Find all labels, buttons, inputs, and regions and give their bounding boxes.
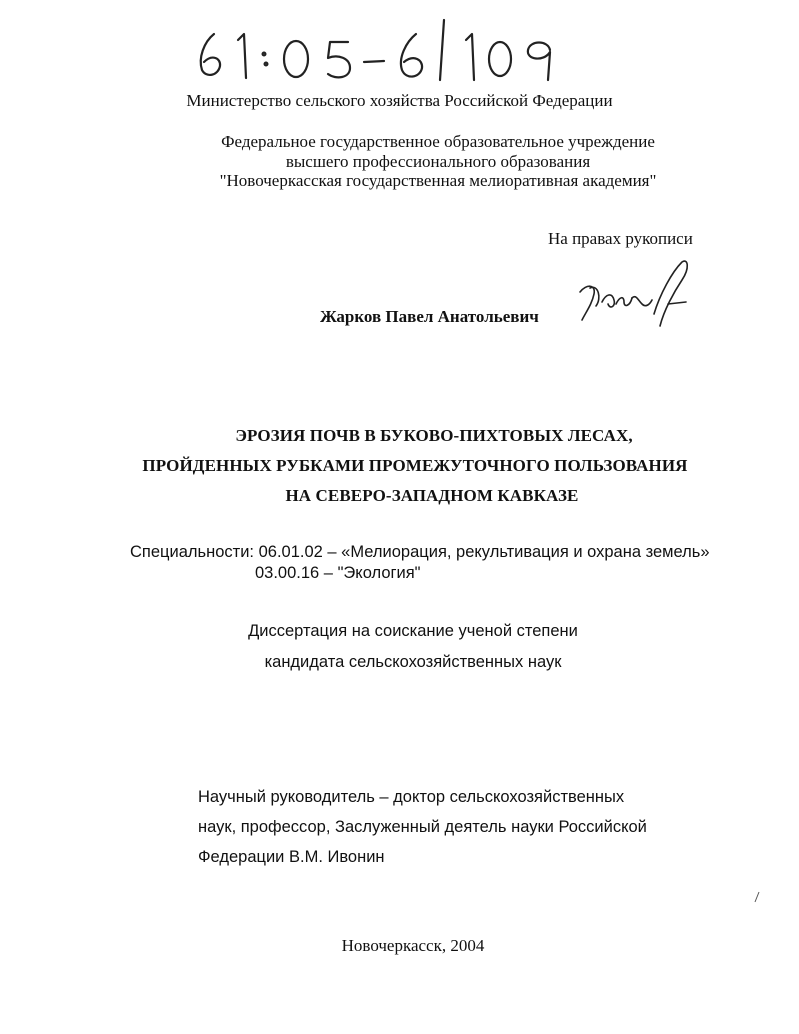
pencil-mark (752, 890, 762, 904)
place-year: Новочеркасск, 2004 (341, 936, 485, 955)
author-signature (572, 254, 700, 330)
manuscript-rights: На правах рукописи (548, 229, 693, 248)
institution-line-2: высшего профессионального образования (285, 152, 591, 171)
institution-line-1: Федеральное государственное образовательное учреждение (221, 132, 655, 151)
degree-line-2: кандидата сельскохозяйственных наук (264, 653, 562, 671)
specialties-line-1 (130, 543, 710, 562)
institution-line-3: "Новочеркасская государственная мелиоративная академия" (219, 171, 657, 190)
handwritten-archive-number (188, 14, 608, 84)
specialty-2: 03.00.16 – "Экология" (255, 564, 421, 582)
specialties-label: Специальности: (130, 543, 254, 561)
title-line-1: ЭРОЗИЯ ПОЧВ В БУКОВО-ПИХТОВЫХ ЛЕСАХ, (235, 426, 633, 445)
title-line-2: ПРОЙДЕННЫХ РУБКАМИ ПРОМЕЖУТОЧНОГО ПОЛЬЗОВАНИЯ (142, 456, 688, 475)
author-name: Жарков Павел Анатольевич (320, 307, 539, 326)
ministry-name: Министерство сельского хозяйства Российской Федерации (186, 91, 613, 110)
supervisor-line-1: Научный руководитель – доктор сельскохозяйственных (198, 788, 625, 806)
degree-line-1: Диссертация на соискание ученой степени (248, 622, 578, 640)
supervisor-line-3: Федерации В.М. Ивонин (198, 848, 385, 866)
specialty-1: 06.01.02 – «Мелиорация, рекультивация и охрана земель» (258, 543, 710, 561)
title-line-3: НА СЕВЕРО-ЗАПАДНОМ КАВКАЗЕ (285, 486, 579, 505)
supervisor-line-2: наук, профессор, Заслуженный деятель науки Российской (198, 818, 647, 836)
